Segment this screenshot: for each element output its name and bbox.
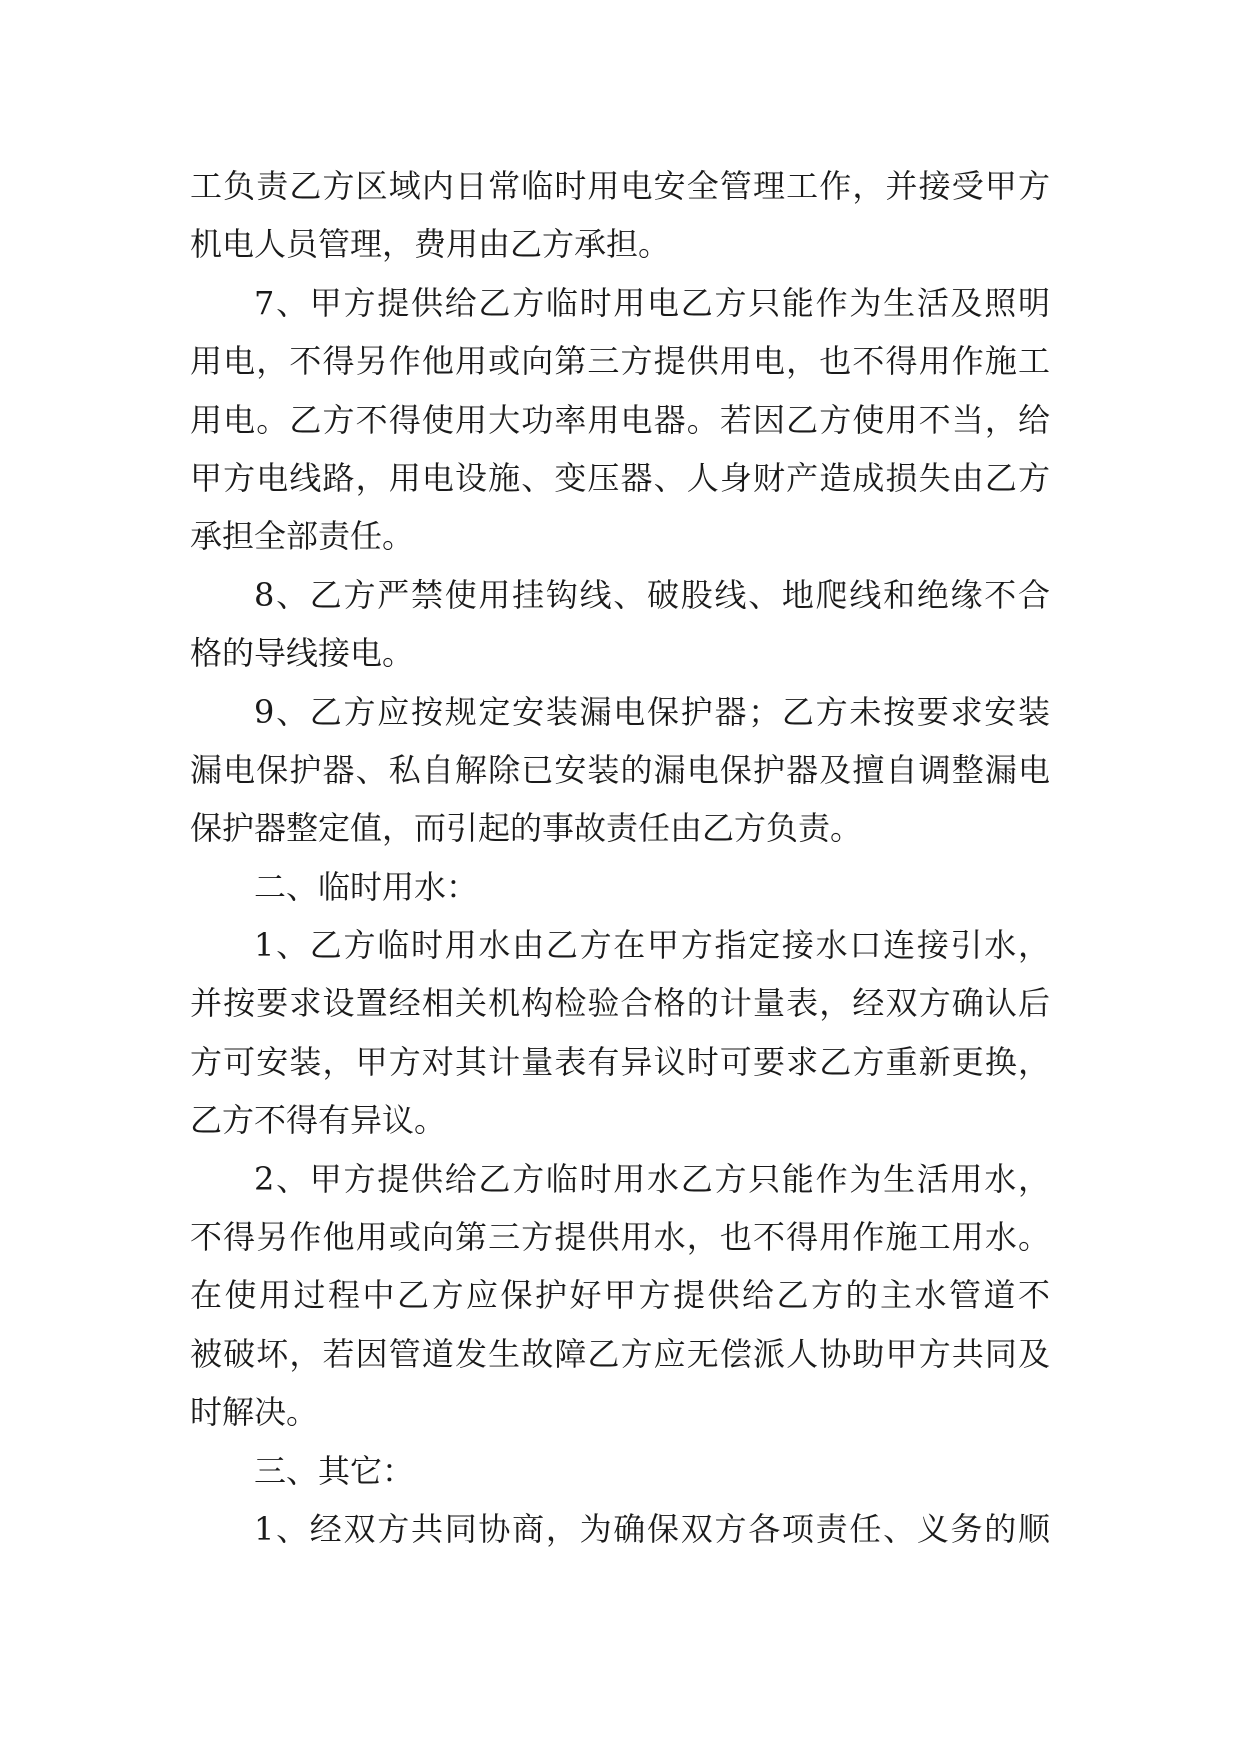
text-line: 在使用过程中乙方应保护好甲方提供给乙方的主水管道不 [190,1276,1050,1315]
text-line: 9、乙方应按规定安装漏电保护器；乙方未按要求安装 [254,692,1050,731]
text-line: 时解决。 [190,1393,319,1432]
text-line: 方可安装，甲方对其计量表有异议时可要求乙方重新更换， [190,1042,1050,1081]
text-line: 2、甲方提供给乙方临时用水乙方只能作为生活用水， [254,1159,1050,1198]
text-line: 机电人员管理，费用由乙方承担。 [190,225,671,264]
text-line: 1、乙方临时用水由乙方在甲方指定接水口连接引水， [254,926,1050,965]
text-line: 1、经双方共同协商，为确保双方各项责任、义务的顺 [254,1509,1050,1548]
text-line: 工负责乙方区域内日常临时用电安全管理工作，并接受甲方 [190,167,1050,205]
text-line: 8、乙方严禁使用挂钩线、破股线、地爬线和绝缘不合 [254,575,1050,614]
text-line: 甲方电线路，用电设施、变压器、人身财产造成损失由乙方 [190,458,1050,497]
text-line: 承担全部责任。 [190,517,415,556]
text-line: 漏电保护器、私自解除已安装的漏电保护器及擅自调整漏电 [190,750,1050,789]
body-text [190,157,1050,1558]
text-line: 三、其它： [254,1451,415,1490]
text-line: 保护器整定值，而引起的事故责任由乙方负责。 [190,809,863,848]
text-line: 被破坏，若因管道发生故障乙方应无偿派人协助甲方共同及 [190,1334,1050,1373]
text-line: 用电，不得另作他用或向第三方提供用电，也不得用作施工 [190,342,1050,381]
text-line: 乙方不得有异议。 [190,1101,447,1140]
text-line: 用电。乙方不得使用大功率用电器。若因乙方使用不当，给 [190,400,1050,439]
text-line: 不得另作他用或向第三方提供用水，也不得用作施工用水。 [190,1218,1050,1257]
text-line: 二、临时用水： [254,867,479,906]
text-line: 格的导线接电。 [190,634,415,673]
text-line: 并按要求设置经相关机构检验合格的计量表，经双方确认后 [190,984,1050,1023]
text-line: 7、甲方提供给乙方临时用电乙方只能作为生活及照明 [254,283,1050,322]
